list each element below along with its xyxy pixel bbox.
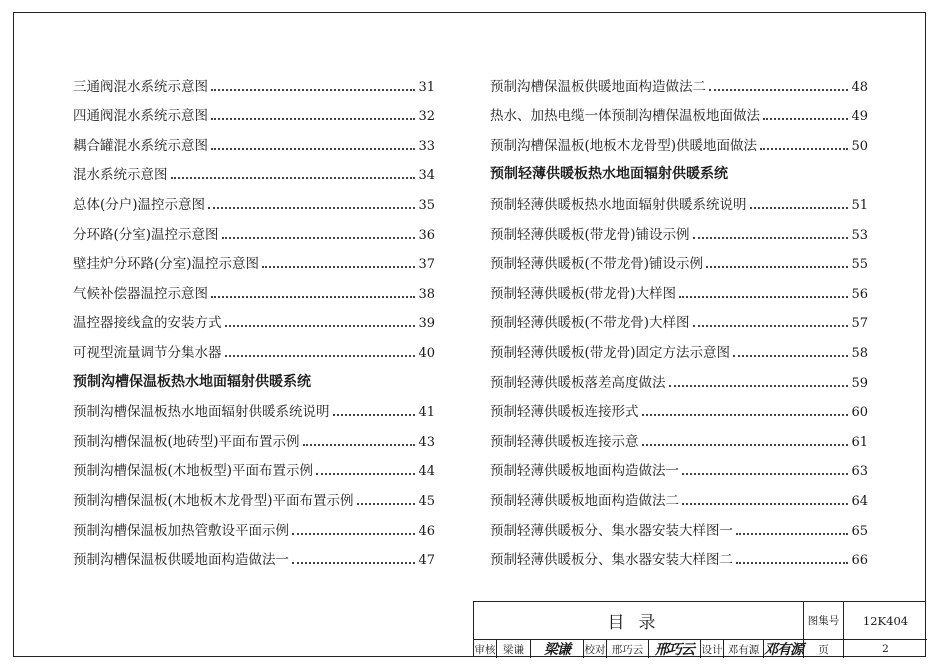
check-label: 校对 xyxy=(584,640,607,658)
toc-entry-title: 预制轻薄供暖板落差高度做法 xyxy=(490,374,666,391)
dot-leader xyxy=(760,148,848,150)
toc-entry xyxy=(73,453,435,483)
page-label: 页 xyxy=(804,640,844,658)
toc-entry xyxy=(490,275,868,305)
toc-entry-page: 34 xyxy=(418,168,435,184)
dot-leader xyxy=(211,89,415,91)
toc-entry-page: 55 xyxy=(851,257,868,273)
checker-signature: 邢巧云 xyxy=(649,640,701,658)
toc-entry-title: 预制沟槽保温板(地板木龙骨型)供暖地面做法 xyxy=(490,137,758,154)
toc-entry-page: 32 xyxy=(418,109,435,125)
toc-entry xyxy=(73,305,435,335)
toc-entry-title: 混水系统示意图 xyxy=(73,167,168,184)
toc-entry xyxy=(73,127,435,157)
dot-leader xyxy=(750,207,849,209)
toc-entry-title: 预制沟槽保温板(木地板型)平面布置示例 xyxy=(73,463,314,480)
toc-entry-page: 61 xyxy=(851,434,868,450)
toc-entry xyxy=(490,68,868,98)
toc-entry-title: 预制轻薄供暖板(带龙骨)大样图 xyxy=(490,285,677,302)
toc-entry xyxy=(490,394,868,424)
toc-entry xyxy=(490,127,868,157)
toc-entry-title: 预制轻薄供暖板(带龙骨)铺设示例 xyxy=(490,226,690,243)
toc-entry-page: 57 xyxy=(851,316,868,332)
toc-entry xyxy=(490,423,868,453)
toc-entry-page: 36 xyxy=(418,227,435,243)
toc-entry-title: 预制轻薄供暖板连接示意 xyxy=(490,433,639,450)
dot-leader xyxy=(693,325,849,327)
page-number: 2 xyxy=(882,643,889,655)
dot-leader xyxy=(642,414,849,416)
toc-entry-page: 56 xyxy=(851,286,868,302)
toc-entry xyxy=(73,334,435,364)
toc-entry xyxy=(73,186,435,216)
toc-entry-title: 预制轻薄供暖板分、集水器安装大样图二 xyxy=(490,552,733,569)
toc-entry-title: 总体(分户)温控示意图 xyxy=(73,196,206,213)
dot-leader xyxy=(222,237,416,239)
dot-leader xyxy=(669,385,849,387)
toc-entry xyxy=(490,334,868,364)
toc-entry-page: 38 xyxy=(418,286,435,302)
designer-name: 邓有源 xyxy=(724,640,764,658)
atlas-label: 图集号 xyxy=(804,602,844,640)
toc-entry-page: 60 xyxy=(851,405,868,421)
toc-entry-title: 热水、加热电缆一体预制沟槽保温板地面做法 xyxy=(490,108,760,125)
dot-leader xyxy=(333,414,416,416)
toc-entry-page: 66 xyxy=(851,553,868,569)
toc-entry-title: 预制轻薄供暖板(不带龙骨)大样图 xyxy=(490,315,690,332)
toc-entry xyxy=(73,98,435,128)
toc-entry-page: 44 xyxy=(418,464,435,480)
toc-entry xyxy=(73,68,435,98)
toc-entry-title: 预制轻薄供暖板热水地面辐射供暖系统说明 xyxy=(490,196,747,213)
toc-entry-title: 预制轻薄供暖板(带龙骨)固定方法示意图 xyxy=(490,344,731,361)
toc-entry-page: 47 xyxy=(418,553,435,569)
toc-entry-title: 预制沟槽保温板(地砖型)平面布置示例 xyxy=(73,433,300,450)
dot-leader xyxy=(208,207,415,209)
toc-entry xyxy=(73,482,435,512)
toc-entry-title: 预制沟槽保温板供暖地面构造做法一 xyxy=(73,552,289,569)
dot-leader xyxy=(303,444,416,446)
toc-entry xyxy=(490,305,868,335)
dot-leader xyxy=(733,355,848,357)
toc-entry xyxy=(490,216,868,246)
toc-entry-title: 预制轻薄供暖板地面构造做法一 xyxy=(490,463,679,480)
toc-entry-title: 壁挂炉分环路(分室)温控示意图 xyxy=(73,256,260,273)
toc-entry-page: 65 xyxy=(851,523,868,539)
atlas-number: 12K404 xyxy=(844,602,927,640)
section-heading: 预制沟槽保温板热水地面辐射供暖系统 xyxy=(73,373,311,390)
toc-entry-page: 49 xyxy=(851,109,868,125)
toc-entry-title: 气候补偿器温控示意图 xyxy=(73,285,208,302)
toc-entry-page: 33 xyxy=(418,138,435,154)
dot-leader xyxy=(292,562,415,564)
toc-entry-title: 温控器接线盒的安装方式 xyxy=(73,315,222,332)
toc-entry xyxy=(73,216,435,246)
toc-entry-page: 46 xyxy=(418,523,435,539)
toc-entry-title: 预制轻薄供暖板分、集水器安装大样图一 xyxy=(490,522,733,539)
toc-entry xyxy=(490,246,868,276)
dot-leader xyxy=(709,89,848,91)
toc-entry-page: 63 xyxy=(851,464,868,480)
dot-leader xyxy=(262,266,415,268)
review-label: 审核 xyxy=(474,640,497,658)
toc-entry-title: 可视型流量调节分集水器 xyxy=(73,344,222,361)
toc-left-column xyxy=(73,68,435,571)
toc-entry-page: 53 xyxy=(851,227,868,243)
checker-name: 邢巧云 xyxy=(607,640,649,658)
dot-leader xyxy=(171,177,416,179)
toc-entry xyxy=(490,453,868,483)
toc-entry-page: 58 xyxy=(851,345,868,361)
dot-leader xyxy=(225,325,416,327)
toc-entry-page: 59 xyxy=(851,375,868,391)
toc-entry-title: 预制沟槽保温板供暖地面构造做法二 xyxy=(490,78,706,95)
dot-leader xyxy=(292,533,415,535)
designer-signature: 邓有源 xyxy=(764,642,803,658)
toc-entry-page: 31 xyxy=(418,79,435,95)
toc-entry-title: 预制轻薄供暖板连接形式 xyxy=(490,404,639,421)
toc-entry xyxy=(73,542,435,572)
reviewer-signature: 梁谦 xyxy=(531,640,584,658)
dot-leader xyxy=(225,355,416,357)
toc-entry xyxy=(73,275,435,305)
toc-entry xyxy=(490,186,868,216)
toc-entry xyxy=(490,482,868,512)
dot-leader xyxy=(706,266,848,268)
toc-entry xyxy=(73,512,435,542)
toc-entry xyxy=(73,246,435,276)
toc-entry-page: 45 xyxy=(418,493,435,509)
dot-leader xyxy=(642,444,849,446)
dot-leader xyxy=(682,503,848,505)
toc-entry-title: 预制轻薄供暖板(不带龙骨)铺设示例 xyxy=(490,256,704,273)
dot-leader xyxy=(211,118,415,120)
dot-leader xyxy=(357,503,416,505)
toc-entry-page: 39 xyxy=(418,316,435,332)
toc-entry-title: 三通阀混水系统示意图 xyxy=(73,78,208,95)
design-label: 设计 xyxy=(701,640,724,658)
dot-leader xyxy=(682,473,848,475)
dot-leader xyxy=(316,473,415,475)
toc-entry-page: 37 xyxy=(418,257,435,273)
toc-entry-title: 四通阀混水系统示意图 xyxy=(73,108,208,125)
toc-entry xyxy=(490,542,868,572)
toc-entry xyxy=(490,364,868,394)
title-block-title: 目录 xyxy=(474,602,804,640)
toc-entry-title: 耦合罐混水系统示意图 xyxy=(73,137,208,154)
section-heading: 预制轻薄供暖板热水地面辐射供暖系统 xyxy=(490,166,728,183)
reviewer-name: 梁谦 xyxy=(497,640,531,658)
toc-entry xyxy=(73,157,435,187)
toc-entry xyxy=(490,512,868,542)
dot-leader xyxy=(211,148,415,150)
dot-leader xyxy=(693,237,849,239)
toc-entry-page: 41 xyxy=(418,405,435,421)
toc-entry-title: 预制沟槽保温板热水地面辐射供暖系统说明 xyxy=(73,404,330,421)
toc-entry-title: 预制轻薄供暖板地面构造做法二 xyxy=(490,492,679,509)
toc-entry-page: 64 xyxy=(851,493,868,509)
toc-entry xyxy=(73,423,435,453)
toc-entry-title: 预制沟槽保温板(木地板木龙骨型)平面布置示例 xyxy=(73,492,354,509)
dot-leader xyxy=(736,562,848,564)
toc-right-column xyxy=(490,68,868,571)
toc-entry xyxy=(73,394,435,424)
toc-entry xyxy=(490,98,868,128)
dot-leader xyxy=(736,533,848,535)
toc-entry-page: 43 xyxy=(418,434,435,450)
toc-entry-page: 50 xyxy=(851,138,868,154)
title-block xyxy=(473,601,926,657)
dot-leader xyxy=(211,296,415,298)
toc-entry-page: 48 xyxy=(851,79,868,95)
toc-entry-title: 预制沟槽保温板加热管敷设平面示例 xyxy=(73,522,289,539)
toc-entry-title: 分环路(分室)温控示意图 xyxy=(73,226,219,243)
toc-entry-page: 51 xyxy=(851,197,868,213)
dot-leader xyxy=(679,296,848,298)
dot-leader xyxy=(763,118,848,120)
toc-entry-page: 35 xyxy=(418,197,435,213)
toc-entry-page: 40 xyxy=(418,345,435,361)
